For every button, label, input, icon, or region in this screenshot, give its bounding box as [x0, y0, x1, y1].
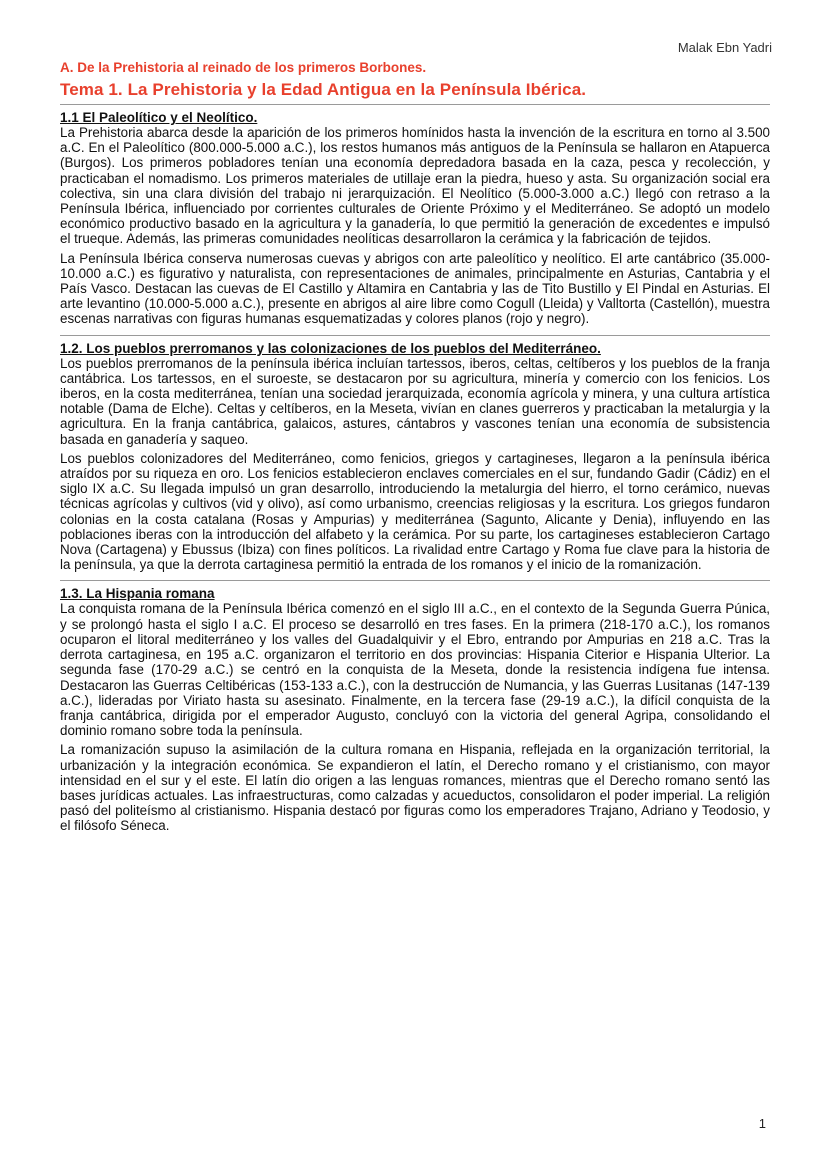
paragraph: La Península Ibérica conserva numerosas cuevas y abrigos con arte paleolítico y neolítico. El arte cantábrico (35.000-10.000 a.C.) es figurativo y naturalista, con representaciones de animales, principalmente en Asturias, Cantabria y el País Vasco. Destacan las cuevas de El Castillo y Altamira en Cantabria y las de Tito Bustillo y El Pindal en Asturias. El arte levantino (10.000-5.000 a.C.), presente en abrigos al aire libre como Cogull (Lleida) y Valltorta (Castellón), muestra escenas narrativas con figuras humanas esquematizadas y colores planos (rojo y negro).: [60, 250, 770, 327]
paragraph: La Prehistoria abarca desde la aparición de los primeros homínidos hasta la invención de la escritura en torno al 3.500 a.C. En el Paleolítico (800.000-5.000 a.C.), los restos humanos más antiguos de la Península se hallaron en Atapuerca (Burgos). Los primeros pobladores tenían una economía depredadora basada en la caza, pesca y recolección, y practicaban el nomadismo. Los primeros materiales de utillaje eran la piedra, hueso y asta. Su organización social era colectiva, sin una clara división del trabajo ni jerarquización. El Neolítico (5.000-3.000 a.C.) llegó con retraso a la Península Ibérica, influenciado por corrientes culturales de Oriente Próximo y el Mediterráneo. Se adoptó un modelo económico productivo basado en la agricultura y la ganadería, lo que permitió la generación de excedentes e impulsó el trueque. Además, las primeras comunidades neolíticas desarrollaron la cerámica y la fabricación de tejidos.: [60, 125, 770, 247]
document-header: [60, 59, 770, 101]
topic-title: Tema 1. La Prehistoria y la Edad Antigua en la Península Ibérica.: [60, 80, 587, 99]
section-paleolitico: [60, 104, 770, 327]
section-title: 1.1 El Paleolítico y el Neolítico.: [60, 110, 258, 125]
block-title: A. De la Prehistoria al reinado de los primeros Borbones.: [60, 60, 427, 75]
document-body: [60, 104, 770, 842]
paragraph: Los pueblos colonizadores del Mediterráneo, como fenicios, griegos y cartagineses, llegaron a la península ibérica atraídos por su riqueza en oro. Los fenicios establecieron enclaves comerciales en el sur, fundando Gadir (Cádiz) en el siglo IX a.C. Su llegada impulsó un gran desarrollo, introduciendo la metalurgia del hierro, el torno cerámico, nuevas técnicas agrícolas y cultivos (vid y olivo), así como urbanismo, creencias religiosas y la escritura. Los griegos fundaron colonias en la costa catalana (Rosas y Ampurias) y mediterránea (Sagunto, Alicante y Denia), influyendo en las poblaciones iberas con la introducción del alfabeto y la cerámica. Por su parte, los cartagineses establecieron Cartago Nova (Cartagena) y Ebussus (Ibiza) con fines políticos. La rivalidad entre Cartago y Roma fue clave para la historia de la península, ya que la derrota cartaginesa permitió la entrada de los romanos y el inicio de la romanización.: [60, 450, 770, 573]
section-hispania-romana: [60, 580, 770, 833]
paragraph: La romanización supuso la asimilación de la cultura romana en Hispania, reflejada en la organización territorial, la urbanización y la integración económica. Se expandieron el latín, el Derecho romano y el cristianismo, con mayor intensidad en el sur y el este. El latín dio origen a las lenguas romances, mientras que el Derecho romano sentó las bases jurídicas actuales. Las infraestructuras, como calzadas y acueductos, consolidaron el poder imperial. La religión pasó del politeísmo al cristianismo. Hispania destacó por figuras como los emperadores Trajano, Adriano y Teodosio, y el filósofo Séneca.: [60, 742, 770, 834]
section-pueblos-prerromanos: [60, 335, 770, 573]
section-title: 1.2. Los pueblos prerromanos y las colonizaciones de los pueblos del Mediterráneo.: [60, 340, 601, 356]
paragraph: Los pueblos prerromanos de la península ibérica incluían tartessos, iberos, celtas, celtíberos y los pueblos de la franja cantábrica. Los tartessos, en el suroeste, se destacaron por su agricultura, minería y comercio con los fenicios. Los iberos, en la costa mediterránea, tenían una sociedad jerarquizada, economía agrícola y minera, y una cultura artística notable (Dama de Elche). Celtas y celtíberos, en la Meseta, vivían en clanes guerreros y practicaban la metalurgia y la agricultura. En la franja cantábrica, galaicos, astures, cántabros y vascones tenían una economía de subsistencia basada en ganadería y saqueo.: [60, 355, 770, 447]
page-number: 1: [758, 1116, 766, 1131]
author-name: Malak Ebn Yadri: [677, 40, 772, 55]
section-title: 1.3. La Hispania romana: [60, 586, 215, 602]
paragraph: La conquista romana de la Península Ibérica comenzó en el siglo III a.C., en el contexto de la Segunda Guerra Púnica, y se prolongó hasta el siglo I a.C. El proceso se desarrolló en tres fases. En la primera (218-170 a.C.), los romanos ocuparon el litoral mediterráneo y los valles del Guadalquivir y el Ebro, entrando por Ampurias en 218 a.C. Tras la derrota cartaginesa, en 195 a.C. organizaron el territorio en dos provincias: Hispania Citerior e Hispania Ulterior. La segunda fase (170-29 a.C.) se centró en la conquista de la Meseta, donde la resistencia indígena fue intensa. Destacaron las Guerras Celtibéricas (153-133 a.C.), con la destrucción de Numancia, y las Guerras Lusitanas (147-139 a.C.), lideradas por Viriato hasta su asesinato. Finalmente, en la tercera fase (29-19 a.C.), la difícil conquista de la franja cantábrica, dirigida por el emperador Augusto, concluyó con la victoria del general Agripa, consolidando el dominio romano sobre toda la península.: [60, 601, 770, 739]
